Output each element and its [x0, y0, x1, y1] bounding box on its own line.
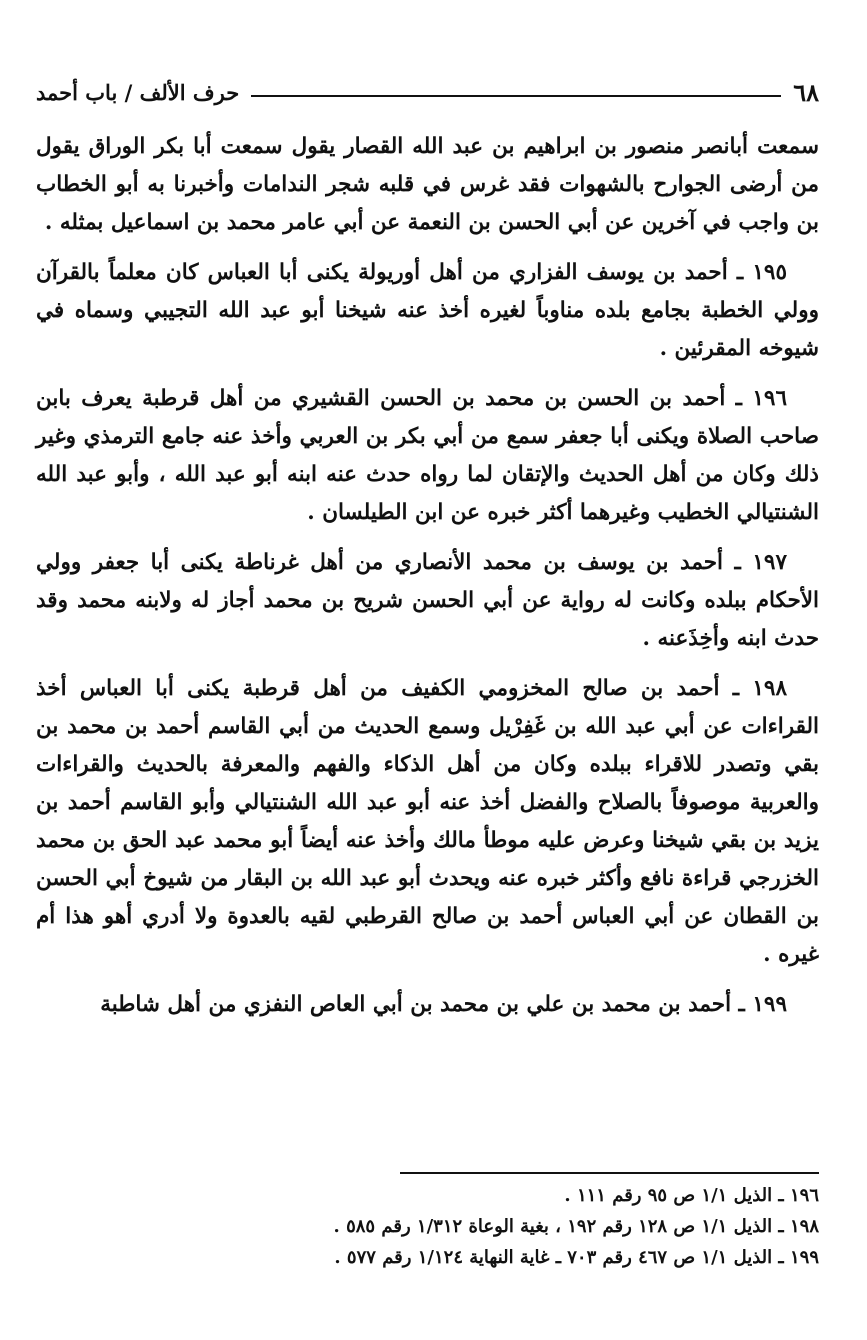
- footnote-196: ١٩٦ ـ الذيل ١/١ ص ٩٥ رقم ١١١ .: [564, 1185, 819, 1206]
- running-title: حرف الألف / باب أحمد: [36, 79, 240, 105]
- entry-199: ١٩٩ ـ أحمد بن محمد بن علي بن محمد بن أبي العاص النفزي من أهل شاطبة: [100, 992, 787, 1017]
- entry-197: ١٩٧ ـ أحمد بن يوسف بن محمد الأنصاري من أهل غرناطة يكنى أبا جعفر وولي الأحكام ببلده وكانت له رواية عن أبي الحسن شريح بن محمد أجاز له ولابنه محمد وقد حدث ابنه وأخِذَعنه .: [36, 550, 819, 651]
- page-header: [36, 72, 819, 112]
- entry-198: ١٩٨ ـ أحمد بن صالح المخزومي الكفيف من أهل قرطبة يكنى أبا العباس أخذ القراءات عن أبي عبد الله بن غَفِرْيل وسمع الحديث من أبي القاسم أحمد بن محمد بن بقي وتصدر للاقراء ببلده وكان من أهل الذكاء والفهم والمعرفة بالحديث والقراءات والعربية موصوفاً بالصلاح والفضل أخذ عنه أبو عبد الله الشنتيالي وأبو القاسم أحمد بن يزيد بن بقي شيخنا وعرض عليه موطأ مالك وأخذ عنه أيضاً أبو محمد عبد الحق بن محمد الخزرجي قراءة نافع وأكثر خبره عنه ويحدث أبو عبد الله بن البقار من شيوخ أبي الحسن بن القطان عن أبي العباس أحمد بن صالح القرطبي لقيه بالعدوة ولا أدري أهو هذا أم غيره .: [36, 676, 819, 967]
- page-number: ٦٨: [793, 77, 819, 107]
- entry-195: ١٩٥ ـ أحمد بن يوسف الفزاري من أهل أوريولة يكنى أبا العباس كان معلماً بالقرآن وولي الخطبة بجامع بلده مناوباً لغيره أخذ عنه شيخنا أبو عبد الله التجيبي وسماه في شيوخه المقرئين .: [36, 260, 819, 361]
- footnotes: [36, 1180, 819, 1273]
- paragraph-continuation: سمعت أبانصر منصور بن ابراهيم بن عبد الله القصار يقول سمعت أبا بكر الوراق يقول من أرضى الجوارح بالشهوات فقد غرس في قلبه شجر الندامات وأخبرنا به أبو الخطاب بن واجب في آخرين عن أبي الحسن بن النعمة عن أبي عامر محمد بن اسماعيل بمثله .: [36, 134, 819, 235]
- body-text: [36, 128, 819, 1036]
- header-rule: [251, 95, 781, 97]
- footnote-199: ١٩٩ ـ الذيل ١/١ ص ٤٦٧ رقم ٧٠٣ ـ غاية النهاية ١/١٢٤ رقم ٥٧٧ .: [334, 1247, 819, 1268]
- footnote-198: ١٩٨ ـ الذيل ١/١ ص ١٢٨ رقم ١٩٢ ، بغية الوعاة ١/٣١٢ رقم ٥٨٥ .: [333, 1216, 819, 1237]
- footnote-rule: [400, 1172, 819, 1174]
- entry-196: ١٩٦ ـ أحمد بن الحسن بن محمد بن الحسن القشيري من أهل قرطبة يعرف بابن صاحب الصلاة ويكنى أبا جعفر سمع من أبي بكر بن العربي وأخذ عنه جامع الترمذي وغير ذلك وكان من أهل الحديث والإتقان لما رواه حدث عنه ابنه أبو عبد الله ، وأبو عبد الله الشنتيالي الخطيب وغيرهما أكثر خبره عن ابن الطيلسان .: [36, 386, 819, 525]
